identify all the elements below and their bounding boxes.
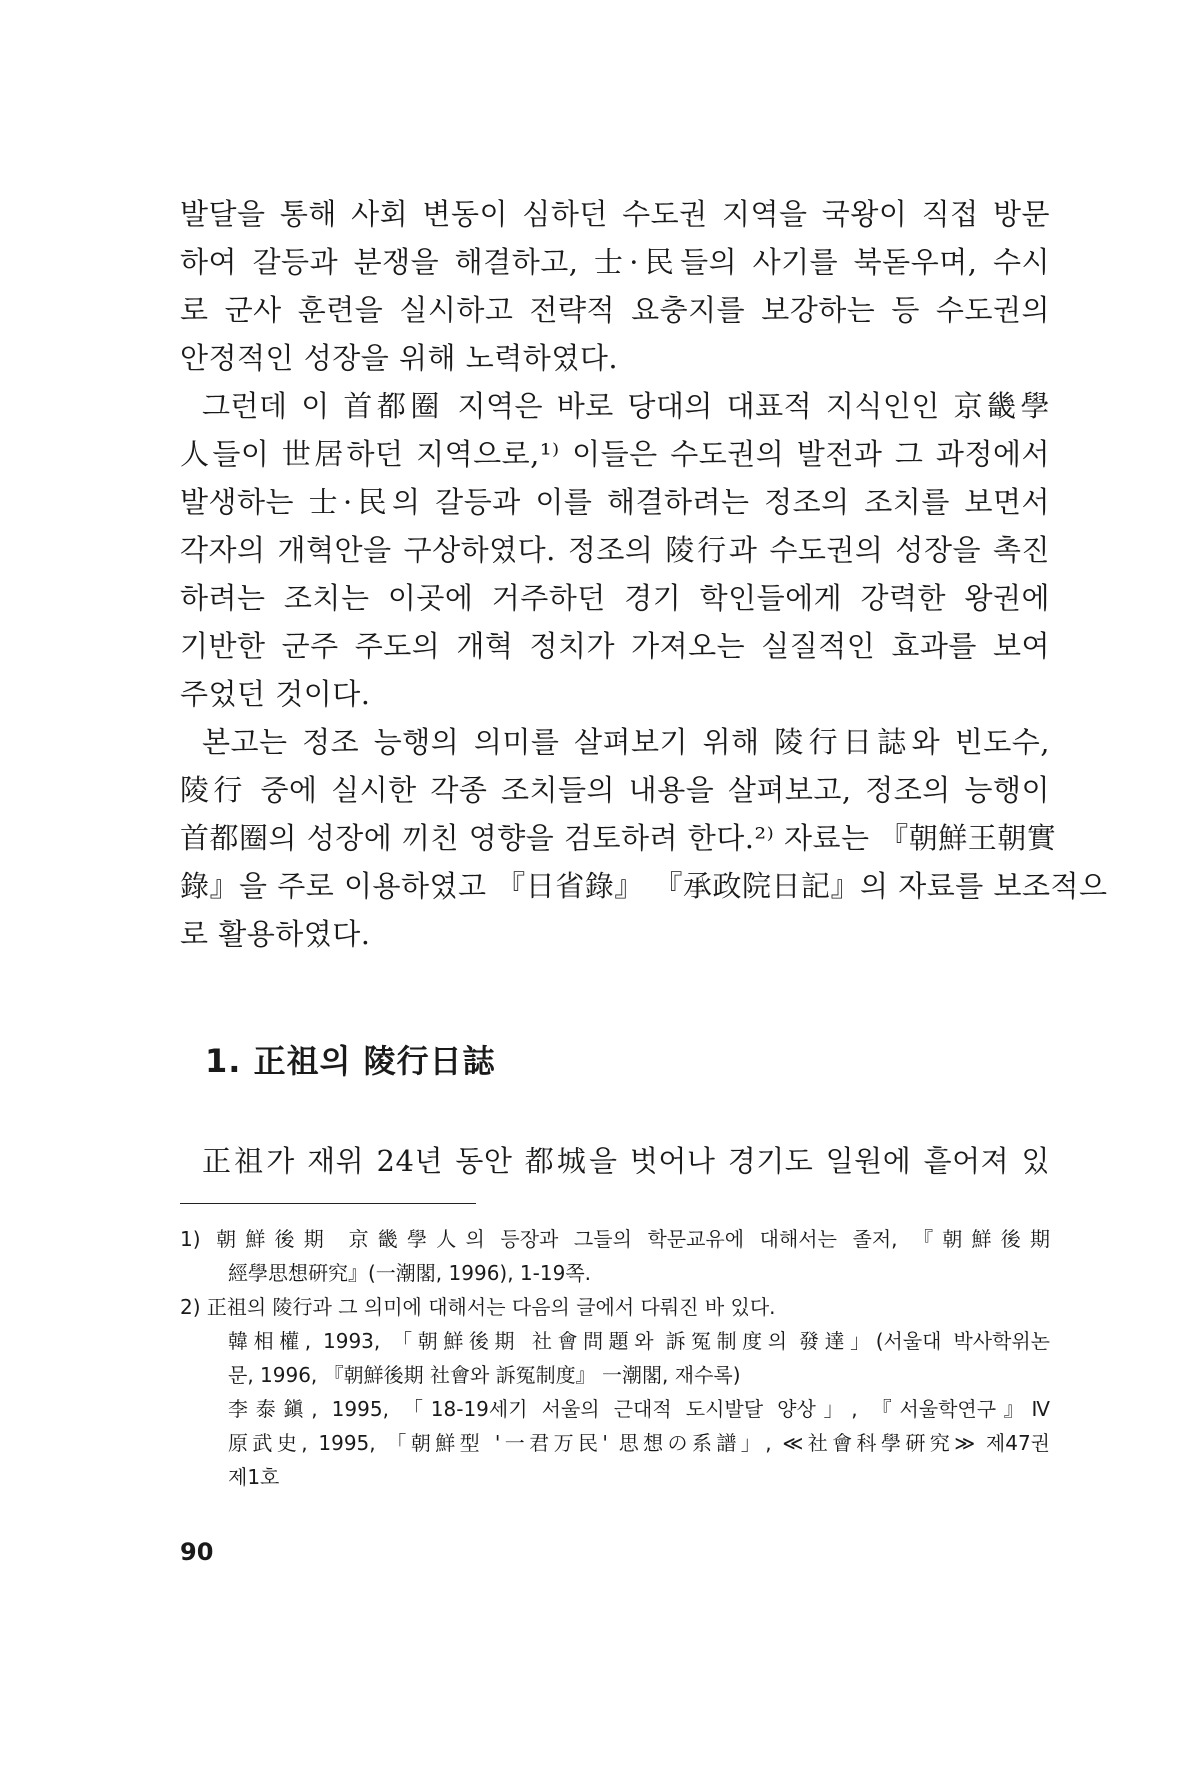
text-line: 주었던 것이다. [180,677,371,711]
footnote-line: 2) 正祖의 陵行과 그 의미에 대해서는 다음의 글에서 다뤄진 바 있다. [180,1295,776,1319]
text-line: 하여 갈등과 분쟁을 해결하고, 士·民들의 사기를 북돋우며, 수시 [180,245,1050,279]
paragraph-1 [180,190,1050,382]
text-line: 기반한 군주 주도의 개혁 정치가 가져오는 실질적인 효과를 보여 [180,629,1050,663]
paragraph-3 [180,718,1108,958]
footnotes [180,1222,1050,1494]
text-line: 首都圈의 성장에 끼친 영향을 검토하려 한다.²⁾ 자료는 『朝鮮王朝實 [180,821,1057,855]
text-line: 하려는 조치는 이곳에 거주하던 경기 학인들에게 강력한 왕권에 [180,581,1050,615]
body-text [180,190,1108,958]
text-line: 로 군사 훈련을 실시하고 전략적 요충지를 보강하는 등 수도권의 [180,293,1050,327]
text-line: 人들이 世居하던 지역으로,¹⁾ 이들은 수도권의 발전과 그 과정에서 [180,437,1050,471]
footnote-line: 문, 1996, 『朝鮮後期 社會와 訴冤制度』 一潮閣, 재수록) [228,1363,741,1387]
text-line: 로 활용하였다. [180,917,371,951]
text-line: 안정적인 성장을 위해 노력하였다. [180,341,619,375]
footnote-line: 原武史, 1995, 「朝鮮型 '一君万民' 思想の系譜」, ≪社會科學硏究≫ 제47권 [228,1431,1050,1455]
text-line: 錄』을 주로 이용하였고 『日省錄』 『承政院日記』의 자료를 보조적으 [180,869,1108,903]
footnote-divider [180,1203,476,1204]
footnote-line: 李泰鎭, 1995, 「18-19세기 서울의 근대적 도시발달 양상」, 『서울학연구』Ⅳ [228,1397,1050,1421]
footnote-line: 經學思想硏究』(一潮閣, 1996), 1-19쪽. [228,1261,592,1285]
footnote-line: 제1호 [228,1465,280,1489]
text-line: 발달을 통해 사회 변동이 심하던 수도권 지역을 국왕이 직접 방문 [180,197,1050,231]
page-number: 90 [180,1538,214,1566]
text-line: 陵行 중에 실시한 각종 조치들의 내용을 살펴보고, 정조의 능행이 [180,773,1050,807]
footnote-line: 韓相權, 1993, 「朝鮮後期 社會問題와 訴冤制度의 發達」(서울대 박사학위논 [228,1329,1050,1353]
text-line: 발생하는 士·民의 갈등과 이를 해결하려는 정조의 조치를 보면서 [180,485,1050,519]
section-body [180,1137,1050,1185]
footnote-line: 1) 朝鮮後期 京畿學人의 등장과 그들의 학문교유에 대해서는 졸저, 『朝鮮後期 [180,1227,1050,1251]
text-line: 본고는 정조 능행의 의미를 살펴보기 위해 陵行日誌와 빈도수, [202,725,1050,759]
text-line: 각자의 개혁안을 구상하였다. 정조의 陵行과 수도권의 성장을 촉진 [180,533,1050,567]
section-heading: 1. 正祖의 陵行日誌 [205,1042,496,1080]
paragraph-2 [180,382,1050,718]
text-line: 正祖가 재위 24년 동안 都城을 벗어나 경기도 일원에 흩어져 있 [202,1144,1050,1178]
text-line: 그런데 이 首都圈 지역은 바로 당대의 대표적 지식인인 京畿學 [202,389,1050,423]
